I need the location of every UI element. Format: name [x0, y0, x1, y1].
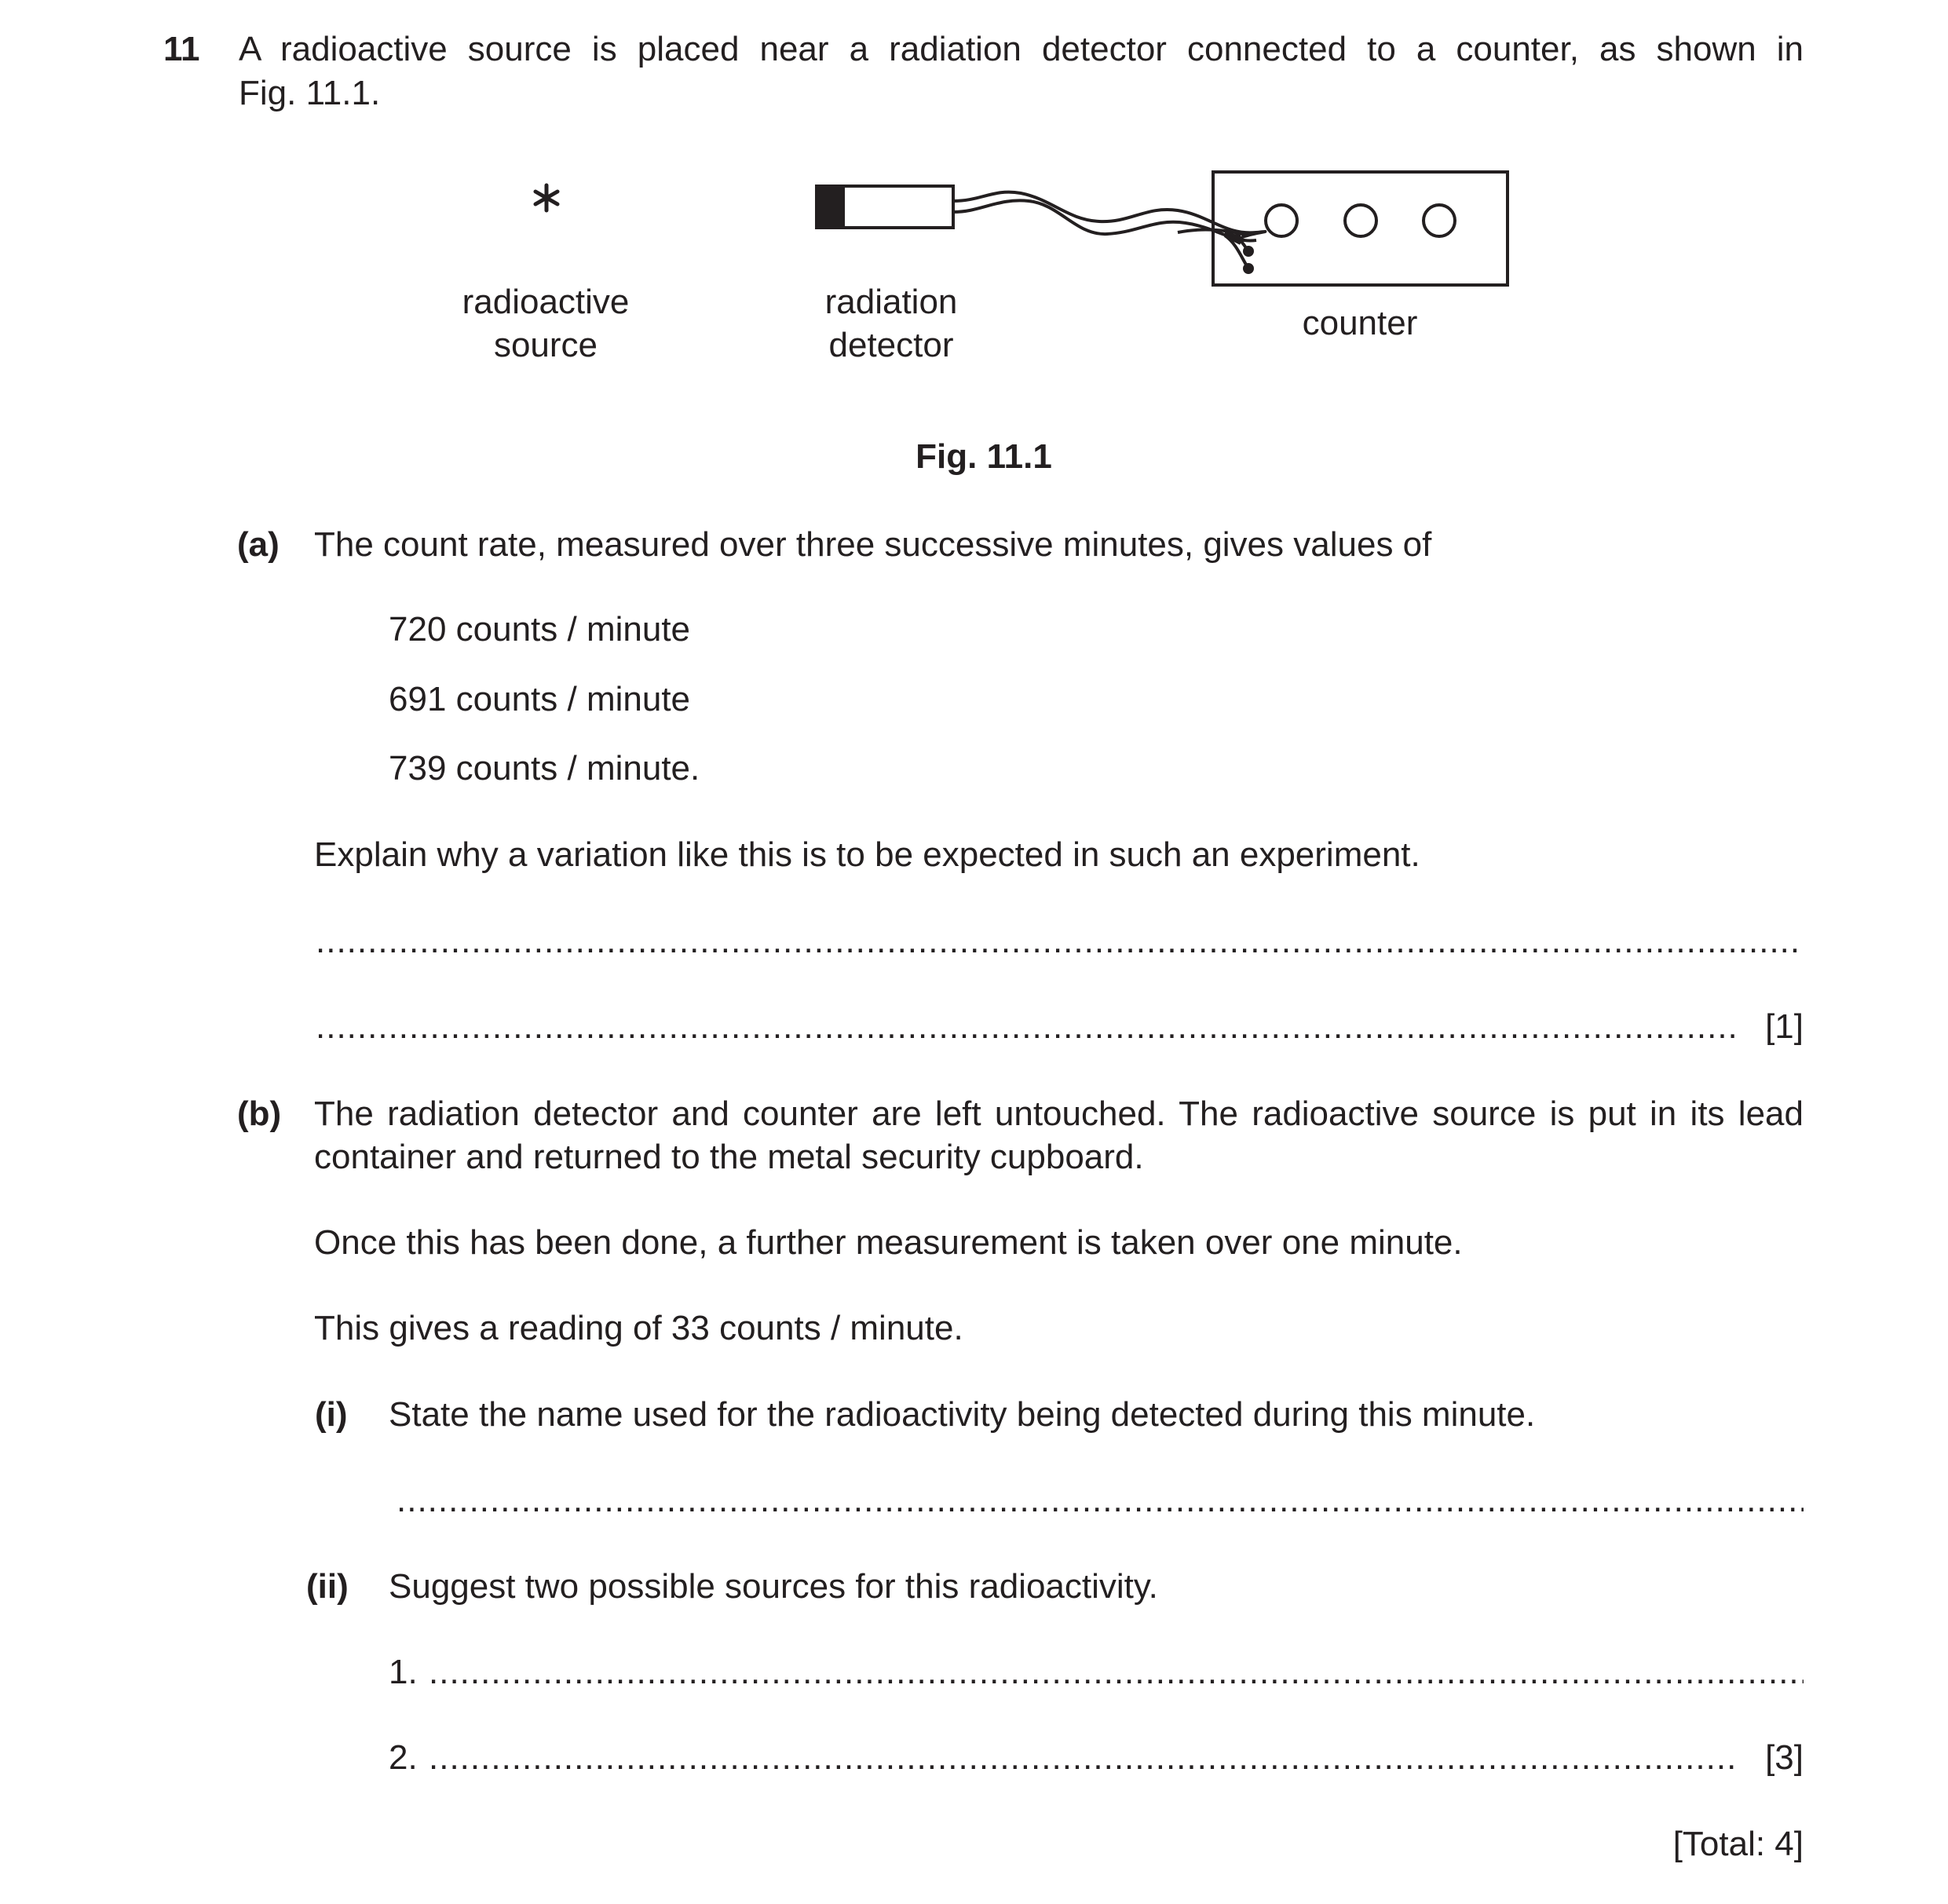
part-b-para3: This gives a reading of 33 counts / minute. — [314, 1309, 963, 1347]
answer-line-b-ii-1[interactable] — [429, 1651, 1804, 1694]
terminal-dot-upper — [1243, 246, 1254, 257]
counter-dial-1 — [1266, 205, 1297, 236]
question-intro-line1: A radioactive source is placed near a radiation detector connected to a counter, as shown in — [239, 30, 1804, 68]
count-value-1: 720 counts / minute — [389, 610, 691, 649]
question-intro-line2: Fig. 11.1. — [239, 74, 381, 112]
part-a-question: Explain why a variation like this is to be expected in such an experiment. — [314, 835, 1420, 874]
sub-ii-label: (ii) — [306, 1567, 349, 1606]
part-b-stem-line1: The radiation detector and counter are left untouched. The radioactive source is put in its lead — [314, 1095, 1804, 1133]
sub-i-text: State the name used for the radioactivity being detected during this minute. — [389, 1395, 1536, 1434]
count-value-3: 739 counts / minute. — [389, 749, 700, 788]
counter-label: counter — [1302, 304, 1418, 342]
radioactive-source-icon — [535, 185, 557, 210]
question-number: 11 — [163, 30, 200, 68]
part-b-marks: [3] — [1765, 1738, 1804, 1777]
radiation-detector-icon — [817, 186, 953, 228]
figure-caption: Fig. 11.1 — [916, 437, 1052, 476]
answer-line-b-i[interactable] — [397, 1479, 1804, 1522]
part-b-stem-line2: container and returned to the metal security cupboard. — [314, 1138, 1144, 1176]
terminal-dot-lower — [1243, 263, 1254, 274]
counter-dial-3 — [1424, 205, 1455, 236]
part-b-para2: Once this has been done, a further measurement is taken over one minute. — [314, 1223, 1463, 1262]
answer-2-label: 2. — [389, 1738, 418, 1777]
answer-1-label: 1. — [389, 1653, 418, 1691]
counter-icon — [1213, 172, 1508, 285]
detector-cable — [953, 192, 1265, 269]
answer-line-b-ii-2[interactable] — [429, 1737, 1738, 1779]
detector-label-line2: detector — [828, 326, 954, 364]
part-b-label: (b) — [237, 1095, 282, 1133]
source-label — [428, 280, 663, 367]
part-a-stem: The count rate, measured over three successive minutes, gives values of — [314, 525, 1432, 564]
counter-dial-2 — [1345, 205, 1376, 236]
part-a-marks: [1] — [1765, 1007, 1804, 1046]
part-a-label: (a) — [237, 525, 280, 564]
source-label-line1: radioactive — [462, 283, 630, 321]
source-label-line2: source — [493, 326, 598, 364]
sub-i-label: (i) — [315, 1395, 348, 1434]
sub-ii-text: Suggest two possible sources for this radioactivity. — [389, 1567, 1158, 1606]
answer-line-a2[interactable] — [316, 1006, 1738, 1048]
total-marks: [Total: 4] — [1672, 1825, 1804, 1863]
detector-label-line1: radiation — [824, 283, 958, 321]
detector-label — [773, 280, 1009, 367]
count-value-2: 691 counts / minute — [389, 680, 691, 718]
answer-line-a1[interactable] — [316, 920, 1804, 963]
